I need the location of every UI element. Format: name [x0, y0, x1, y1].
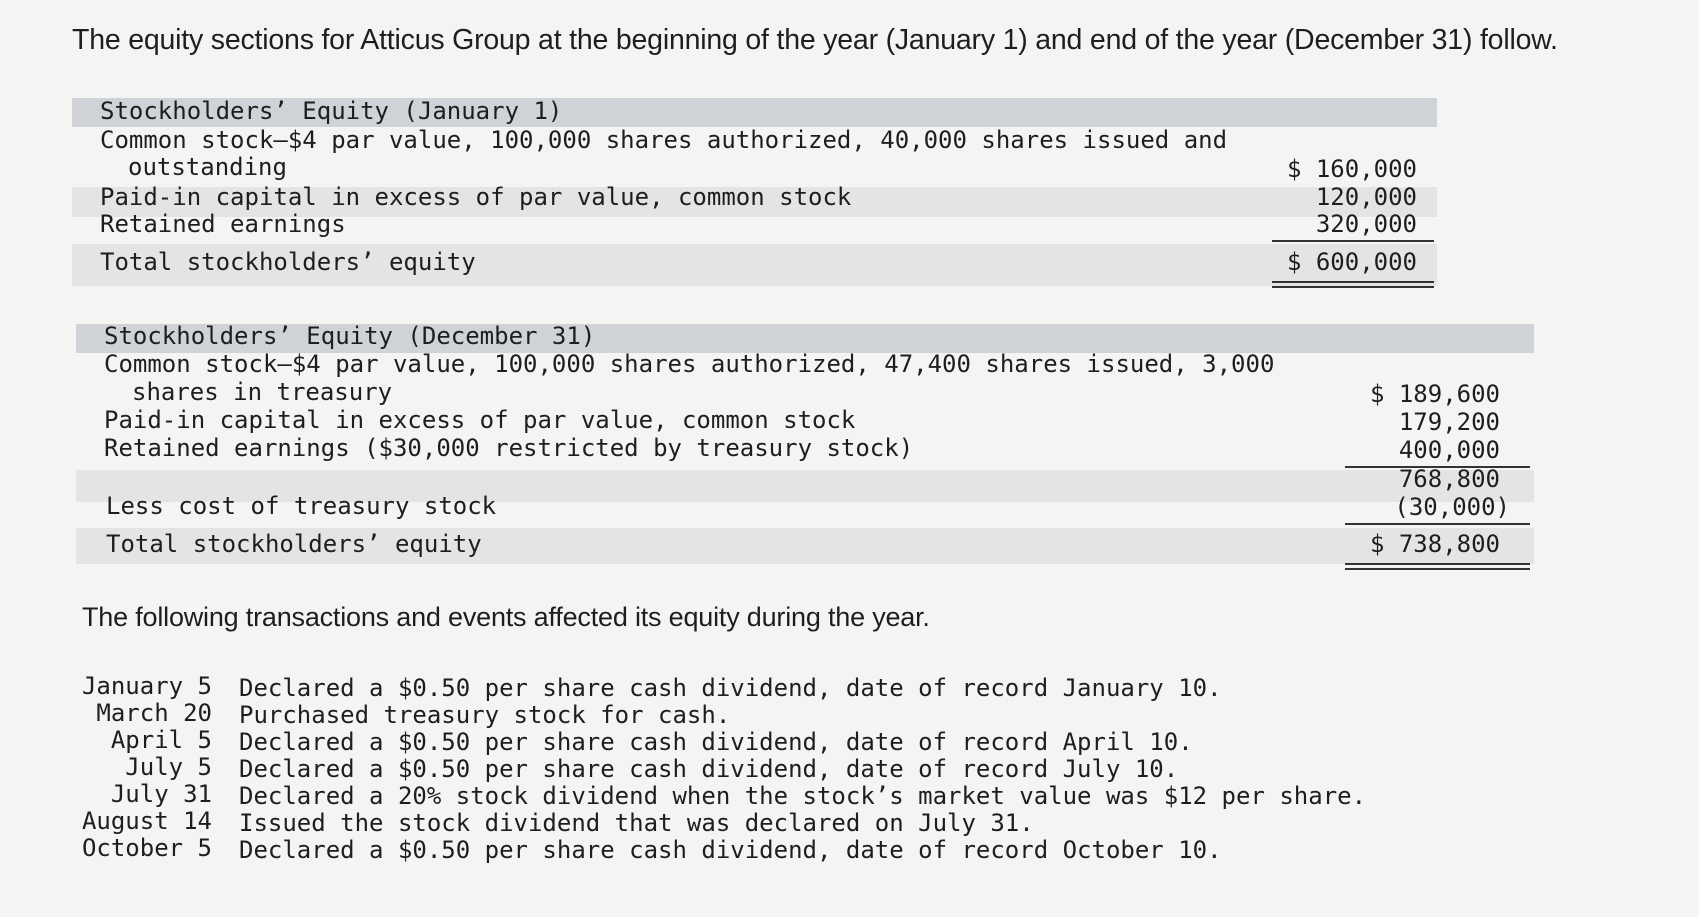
paid-in-capital-value: 179,200 — [1398, 408, 1500, 436]
paid-in-capital-value: 120,000 — [1315, 183, 1417, 211]
common-stock-value: $ 189,600 — [1369, 380, 1500, 408]
total-equity-label: Total stockholders’ equity — [106, 530, 482, 558]
retained-earnings-label: Retained earnings — [100, 210, 346, 238]
common-stock-label: Common stock—$4 par value, 100,000 shares authorized, 40,000 shares issued and — [100, 126, 1228, 154]
transaction-text: Declared a $0.50 per share cash dividend, date of record October 10. — [239, 836, 1222, 864]
transaction-text: Declared a $0.50 per share cash dividend, date of record April 10. — [239, 728, 1193, 756]
problem-intro: The equity sections for Atticus Group at the beginning of the year (January 1) and end of the year (December 31) follow. — [72, 24, 1558, 56]
total-double-rule — [1345, 563, 1530, 570]
retained-earnings-label: Retained earnings ($30,000 restricted by treasury stock) — [104, 434, 914, 462]
transaction-date: July 5 — [125, 753, 212, 781]
total-double-rule — [1272, 281, 1434, 288]
common-stock-value: $ 160,000 — [1286, 155, 1417, 183]
transaction-text: Declared a $0.50 per share cash dividend, date of record January 10. — [239, 674, 1222, 702]
paid-in-capital-label: Paid-in capital in excess of par value, common stock — [100, 183, 852, 211]
transaction-date: August 14 — [81, 807, 212, 835]
transaction-date: July 31 — [110, 780, 212, 808]
transaction-date: January 5 — [81, 672, 212, 700]
subtotal-rule — [1272, 240, 1434, 242]
transaction-text: Declared a 20% stock dividend when the stock’s market value was $12 per share. — [239, 782, 1367, 810]
common-stock-label-cont: outstanding — [128, 153, 287, 181]
retained-earnings-value: 400,000 — [1398, 436, 1500, 464]
common-stock-label-cont: shares in treasury — [132, 378, 393, 406]
treasury-stock-value: (30,000) — [1394, 493, 1510, 521]
transaction-text: Purchased treasury stock for cash. — [239, 701, 731, 729]
transaction-date: March 20 — [96, 699, 212, 727]
total-equity-value: $ 600,000 — [1286, 248, 1417, 276]
total-rule — [1345, 523, 1530, 525]
transaction-date: October 5 — [81, 834, 212, 862]
treasury-stock-label: Less cost of treasury stock — [106, 492, 497, 520]
paid-in-capital-label: Paid-in capital in excess of par value, common stock — [104, 406, 856, 434]
total-equity-value: $ 738,800 — [1369, 530, 1500, 558]
transaction-text: Declared a $0.50 per share cash dividend, date of record July 10. — [239, 755, 1179, 783]
transaction-text: Issued the stock dividend that was declared on July 31. — [239, 809, 1034, 837]
common-stock-label: Common stock—$4 par value, 100,000 shares authorized, 47,400 shares issued, 3,000 — [104, 350, 1275, 378]
retained-earnings-value: 320,000 — [1315, 210, 1417, 238]
subtotal-value: 768,800 — [1398, 465, 1500, 493]
transactions-intro: The following transactions and events affected its equity during the year. — [82, 602, 930, 632]
total-equity-label: Total stockholders’ equity — [100, 248, 476, 276]
table-header: Stockholders’ Equity (December 31) — [104, 322, 596, 350]
table-header: Stockholders’ Equity (January 1) — [100, 97, 563, 125]
transaction-date: April 5 — [110, 726, 212, 754]
